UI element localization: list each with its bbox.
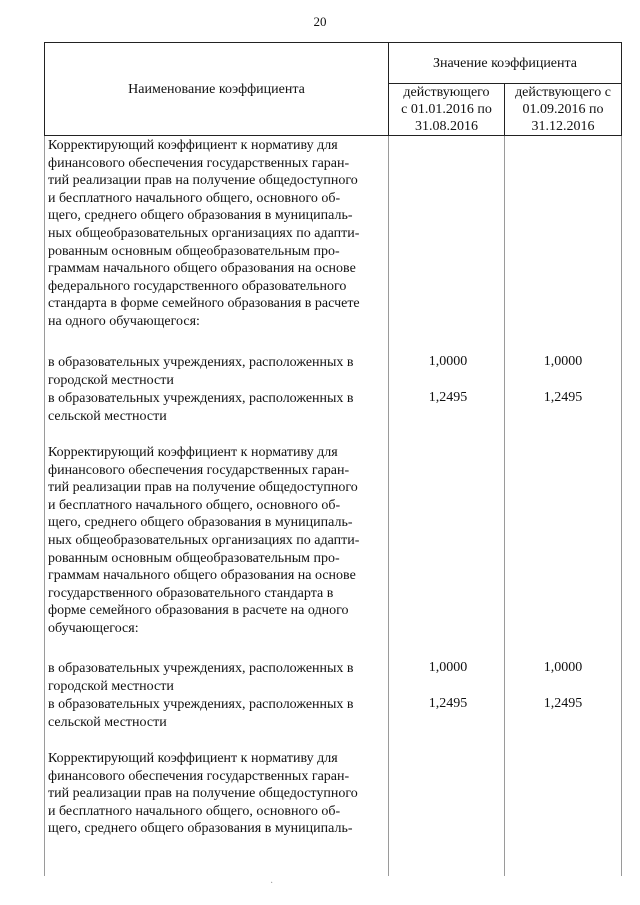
row-label-line: сельской местности [48, 408, 167, 424]
text-line: тий реализации прав на получение общедоступного [48, 480, 358, 496]
value-cell-col2: 1,0000 [543, 354, 583, 369]
header-col2-label [505, 84, 621, 135]
header-col2-line: 01.09.2016 по [522, 102, 604, 117]
table-row [48, 354, 393, 389]
row-label-line: сельской местности [48, 714, 167, 730]
text-line: Корректирующий коэффициент к нормативу для [48, 138, 338, 153]
value-cell-col1: 1,2495 [428, 390, 468, 405]
value-cell-col2: 1,0000 [543, 660, 583, 675]
scan-artifact-dot: · [270, 878, 274, 889]
text-line: и бесплатного начального общего, основного об- [48, 190, 341, 206]
header-col1-line: действующего [403, 85, 490, 100]
value-cell-col2: 1,2495 [543, 390, 583, 405]
text-line: финансового обеспечения государственных гаран- [48, 462, 350, 478]
row-label-line: городской местности [48, 372, 174, 388]
text-line: на одного обучающегося: [48, 313, 200, 329]
text-line: обучающегося: [48, 620, 139, 636]
header-col2-cell [504, 83, 622, 136]
header-name-cell [44, 42, 389, 136]
value-cell-col1: 1,0000 [428, 660, 468, 675]
header-name-label: Наименование коэффициента [128, 81, 305, 97]
text-line: и бесплатного начального общего, основного об- [48, 803, 341, 819]
page-number: 20 [313, 14, 327, 29]
header-col1-cell [388, 83, 505, 136]
header-value-group-cell [388, 42, 622, 84]
value-cell-col2: 1,2495 [543, 696, 583, 711]
text-line: и бесплатного начального общего, основного об- [48, 497, 341, 513]
table-row [48, 390, 393, 425]
text-line: Корректирующий коэффициент к нормативу для [48, 445, 338, 460]
table-header [44, 42, 622, 136]
text-line: рованным основным общеобразовательным про- [48, 243, 340, 259]
column-divider-left [44, 136, 45, 876]
text-line: ных общеобразовательных организациях по адапти- [48, 225, 360, 241]
text-line: федерального государственного образовательного [48, 278, 347, 294]
text-line: государственного образовательного стандарта в [48, 585, 334, 601]
text-line: тий реализации прав на получение общедоступного [48, 173, 358, 189]
row-label-line: в образовательных учреждениях, расположенных в [48, 661, 354, 676]
text-line: форме семейного образования в расчете на одного [48, 603, 349, 619]
text-line: рованным основным общеобразовательным про- [48, 550, 340, 566]
text-line: ных общеобразовательных организациях по адапти- [48, 532, 360, 548]
text-line: стандарта в форме семейного образования в расчете [48, 296, 360, 312]
text-line: щего, среднего общего образования в муниципаль- [48, 515, 353, 531]
coefficient-description-3 [48, 750, 393, 838]
text-line: финансового обеспечения государственных гаран- [48, 155, 350, 171]
column-divider-right [504, 136, 505, 876]
coefficient-description-2 [48, 444, 393, 638]
text-line: финансового обеспечения государственных гаран- [48, 768, 350, 784]
header-value-group-label: Значение коэффициента [432, 55, 578, 71]
header-col2-line: действующего с [515, 85, 611, 100]
text-line: щего, среднего общего образования в муниципаль- [48, 821, 353, 837]
row-label-line: в образовательных учреждениях, расположенных в [48, 697, 354, 712]
header-col2-line: 31.12.2016 [531, 119, 595, 134]
row-label-line: городской местности [48, 678, 174, 694]
column-divider-outer [621, 136, 622, 876]
text-line: щего, среднего общего образования в муниципаль- [48, 208, 353, 224]
text-line: граммам начального общего образования на основе [48, 568, 356, 584]
value-cell-col1: 1,2495 [428, 696, 468, 711]
coefficient-description-1 [48, 137, 393, 331]
text-line: Корректирующий коэффициент к нормативу для [48, 751, 338, 766]
text-line: тий реализации прав на получение общедоступного [48, 786, 358, 802]
header-col1-label [389, 84, 504, 135]
text-line: граммам начального общего образования на основе [48, 261, 356, 277]
value-cell-col1: 1,0000 [428, 354, 468, 369]
header-col1-line: 31.08.2016 [415, 119, 478, 134]
table-row [48, 660, 393, 695]
row-label-line: в образовательных учреждениях, расположенных в [48, 355, 354, 370]
table-row [48, 696, 393, 731]
row-label-line: в образовательных учреждениях, расположенных в [48, 391, 354, 406]
header-col1-line: с 01.01.2016 по [401, 102, 492, 117]
